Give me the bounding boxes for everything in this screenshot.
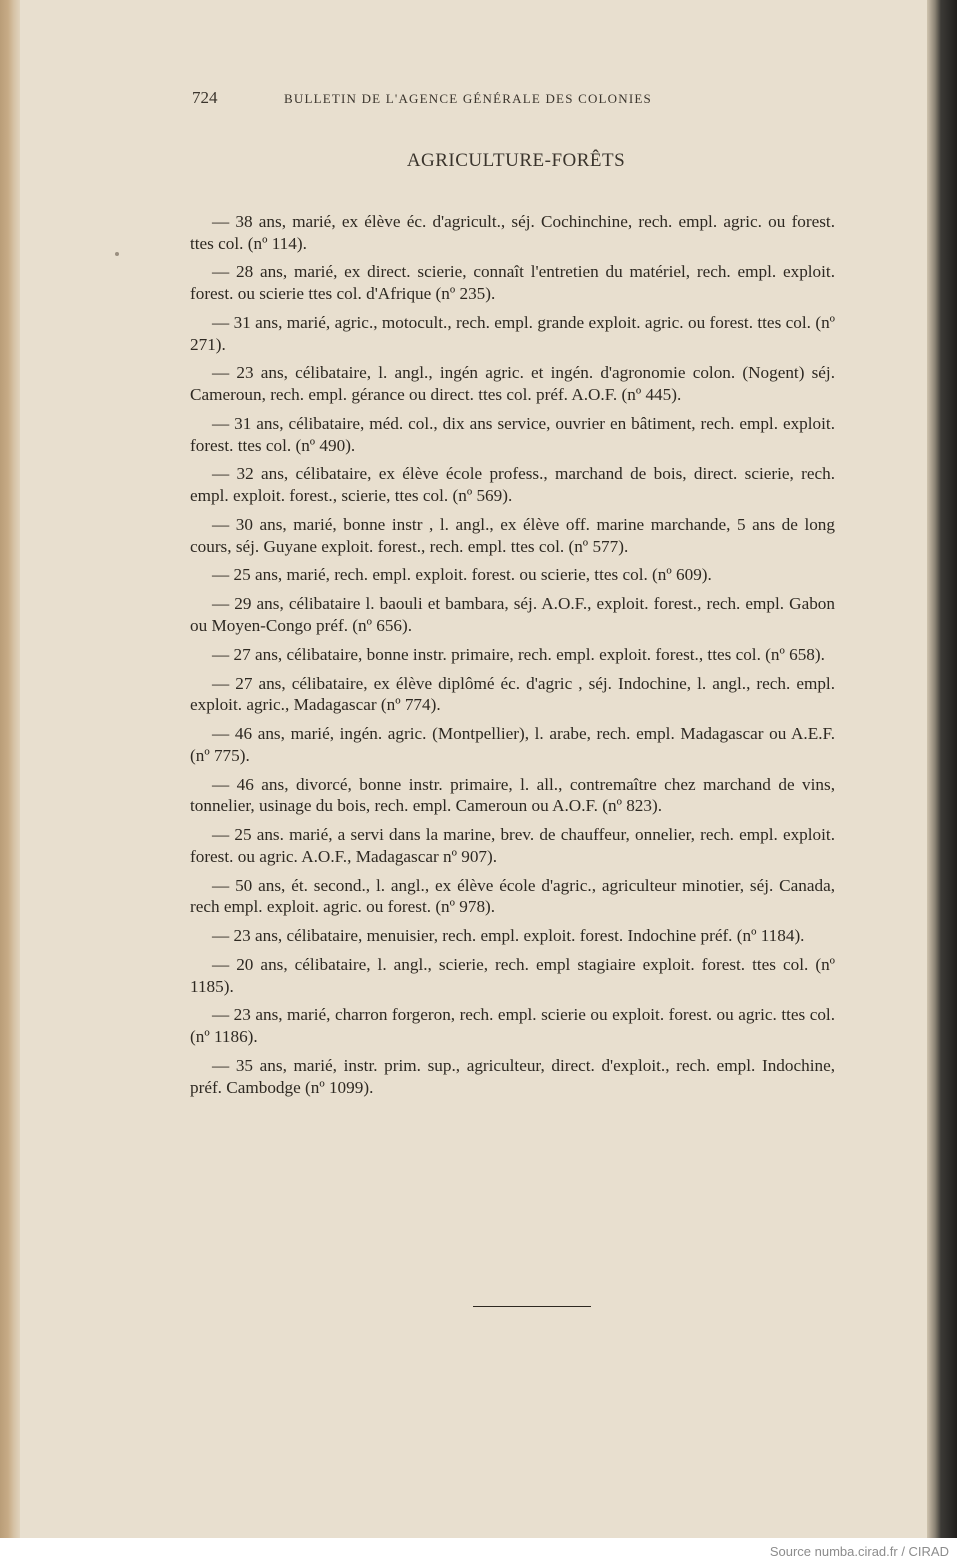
running-title: BULLETIN DE L'AGENCE GÉNÉRALE DES COLONIES xyxy=(284,91,652,106)
list-item: — 25 ans. marié, a servi dans la marine, brev. de chauffeur, onnelier, rech. empl. exploit. forest. ou agric. A.O.F., Madagascar nº 907). xyxy=(190,825,835,866)
entry-list xyxy=(190,211,835,1105)
list-item: — 31 ans, marié, agric., motocult., rech. empl. grande exploit. agric. ou forest. ttes col. (nº 271). xyxy=(190,312,835,354)
closing-rule xyxy=(473,1306,591,1307)
list-item: — 28 ans, marié, ex direct. scierie, connaît l'entretien du matériel, rech. empl. exploit. forest. ou scierie ttes col. d'Afrique (nº 235). xyxy=(190,262,835,304)
list-item: — 27 ans, célibataire, ex élève diplômé éc. d'agric , séj. Indochine, l. angl., rech. empl. exploit. agric., Madagascar (nº 774). xyxy=(190,673,835,715)
list-item: — 30 ans, marié, bonne instr , l. angl., ex élève off. marine marchande, 5 ans de long cours, séj. Guyane exploit. forest., rech. empl. ttes col. (nº 577). xyxy=(190,514,835,556)
book-edge xyxy=(0,0,20,1538)
section-title: AGRICULTURE-FORÊTS xyxy=(406,150,626,171)
list-item: — 23 ans, célibataire, l. angl., ingén agric. et ingén. d'agronomie colon. (Nogent) séj. Cameroun, rech. empl. gérance ou direct. ttes col. préf. A.O.F. (nº 445). xyxy=(190,363,835,405)
list-item: — 29 ans, célibataire l. baouli et bambara, séj. A.O.F., exploit. forest., rech. empl. Gabon ou Moyen-Congo préf. (nº 656). xyxy=(190,594,835,635)
list-item: — 23 ans, marié, charron forgeron, rech. empl. scierie ou exploit. forest. ou agric. ttes col. (nº 1186). xyxy=(190,1005,835,1047)
page-number: 724 xyxy=(192,88,218,107)
list-item: — 35 ans, marié, instr. prim. sup., agriculteur, direct. d'exploit., rech. empl. Indochine, préf. Cambodge (nº 1099). xyxy=(190,1055,835,1097)
list-item: — 50 ans, ét. second., l. angl., ex élève école d'agric., agriculteur minotier, séj. Canada, rech empl. exploit. agric. ou forest. (nº 978). xyxy=(190,875,835,917)
list-item: — 32 ans, célibataire, ex élève école profess., marchand de bois, direct. scierie, rech. empl. exploit. forest., scierie, ttes col. (nº 569). xyxy=(190,464,835,506)
list-item: — 23 ans, célibataire, menuisier, rech. empl. exploit. forest. Indochine préf. (nº 1184). xyxy=(212,926,805,946)
list-item: — 27 ans, célibataire, bonne instr. primaire, rech. empl. exploit. forest., ttes col. (nº 658). xyxy=(212,644,825,664)
list-item: — 38 ans, marié, ex élève éc. d'agricult., séj. Cochinchine, rech. empl. agric. ou forest. ttes col. (nº 114). xyxy=(190,212,835,253)
list-item: — 20 ans, célibataire, l. angl., scierie, rech. empl stagiaire exploit. forest. ttes col. (nº 1185). xyxy=(190,954,835,996)
list-item: — 25 ans, marié, rech. empl. exploit. forest. ou scierie, ttes col. (nº 609). xyxy=(212,565,712,585)
list-item: — 46 ans, divorcé, bonne instr. primaire, l. all., contremaître chez marchand de vins, tonnelier, usinage du bois, rech. empl. Cameroun ou A.O.F. (nº 823). xyxy=(190,774,835,816)
source-credit: Source numba.cirad.fr / CIRAD xyxy=(769,1544,949,1559)
list-item: — 46 ans, marié, ingén. agric. (Montpellier), l. arabe, rech. empl. Madagascar ou A.E.F. (nº 775). xyxy=(190,724,835,765)
book-gutter xyxy=(927,0,957,1538)
paper-speck xyxy=(115,252,119,256)
list-item: — 31 ans, célibataire, méd. col., dix ans service, ouvrier en bâtiment, rech. empl. exploit. forest. ttes col. (nº 490). xyxy=(190,413,835,455)
